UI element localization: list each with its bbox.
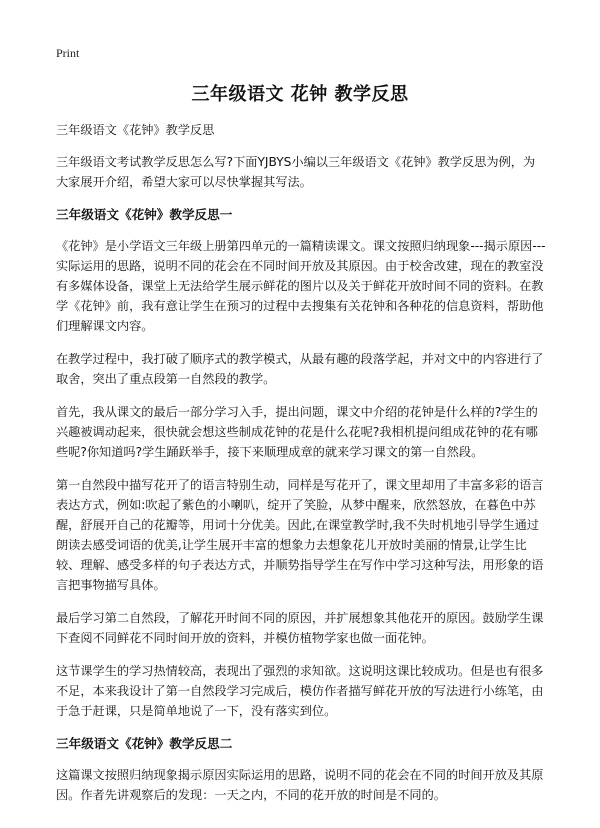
article-body bbox=[56, 120, 546, 818]
intro-paragraph: 三年级语文考试教学反思怎么写?下面YJBYS小编以三年级语文《花钟》教学反思为例，为大家展开介绍，希望大家可以尽快掌握其写法。 bbox=[56, 155, 536, 189]
section-heading-2: 三年级语文《花钟》教学反思二 bbox=[56, 736, 233, 751]
page-title: 三年级语文 花钟 教学反思 bbox=[191, 84, 409, 105]
paragraph: 最后学习第二自然段，了解花开时间不同的原因，并扩展想象其他花开的原因。鼓励学生课下查阅不同鲜花不同时间开放的资料，并模仿植物学家也做一面花钟。 bbox=[56, 611, 544, 645]
paragraph: 在教学过程中，我打破了顺序式的教学模式，从最有趣的段落学起，并对文中的内容进行了取舍，突出了重点段第一自然段的教学。 bbox=[56, 352, 544, 386]
print-link[interactable]: Print bbox=[56, 46, 80, 60]
article-subtitle: 三年级语文《花钟》教学反思 bbox=[56, 123, 215, 137]
paragraph: 这节课学生的学习热情较高，表现出了强烈的求知欲。这说明这课比较成功。但是也有很多不足，本来我设计了第一自然段学习完成后，模仿作者描写鲜花开放的写法进行小练笔，由于急于赶课，只是简单地说了一下，没有落实到位。 bbox=[56, 664, 544, 718]
paragraph: 这篇课文按照归纳现象揭示原因实际运用的思路，说明不同的花会在不同的时间开放及其原因。作者先讲观察后的发现：一天之内，不同的花开放的时间是不同的。 bbox=[56, 768, 544, 802]
paragraph: 第一自然段中描写花开了的语言特别生动，同样是写花开了，课文里却用了丰富多彩的语言表达方式，例如:吹起了紫色的小喇叭，绽开了笑脸，从梦中醒来，欣然怒放，在暮色中苏醒，舒展开自己的花瓣等，用词十分优美。因此,在课堂教学时,我不失时机地引导学生通过朗读去感受词语的优美,让学生展开丰富的想象力去想象花儿开放时美丽的情景,让学生比较、理解、感受多样的句子表达方式，并顺势指导学生在写作中学习这种写法，用形象的语言把事物描写具体。 bbox=[56, 478, 544, 592]
paragraph: 首先，我从课文的最后一部分学习入手，提出问题，课文中介绍的花钟是什么样的?学生的兴趣被调动起来，很快就会想这些制成花钟的花是什么花呢?我相机提问组成花钟的花有哪些呢?你知道吗?学生踊跃举手，接下来顺理成章的就来学习课文的第一自然段。 bbox=[56, 405, 538, 459]
paragraph: 《花钟》是小学语文三年级上册第四单元的一篇精读课文。课文按照归纳现象---揭示原因---实际运用的思路，说明不同的花会在不同时间开放及其原因。由于校舍改建，现在的教室没有多媒体设备，课堂上无法给学生展示鲜花的图片以及关于鲜花开放时间不同的资料。在教学《花钟》前，我有意让学生在预习的过程中去搜集有关花钟和各种花的信息资料，帮助他们理解课文内容。 bbox=[56, 239, 546, 333]
section-heading-1: 三年级语文《花钟》教学反思一 bbox=[56, 207, 233, 222]
